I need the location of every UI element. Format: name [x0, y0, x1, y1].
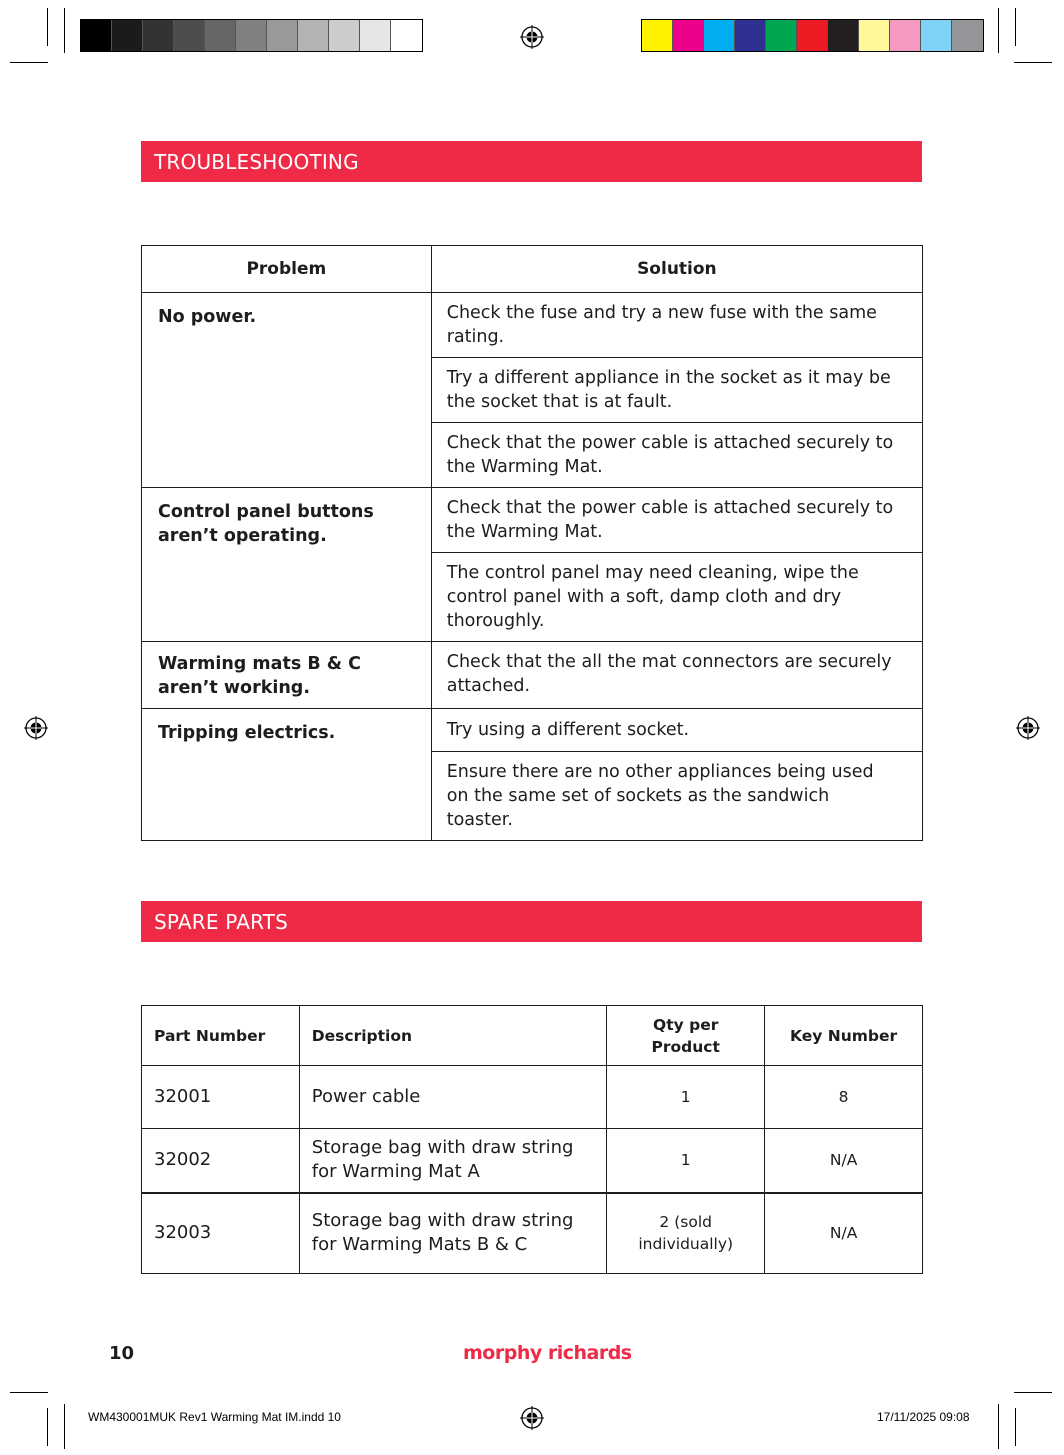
crop-mark	[47, 8, 48, 46]
problem-cell: Warming mats B & C aren’t working.	[142, 642, 432, 709]
troubleshooting-section-header	[141, 141, 922, 182]
table-row	[142, 642, 923, 709]
table-row	[142, 1066, 923, 1129]
color-swatch	[360, 20, 391, 51]
section-title: TROUBLESHOOTING	[154, 150, 359, 174]
color-swatch	[267, 20, 298, 51]
crop-mark	[1015, 8, 1016, 46]
solution-cell: Check the fuse and try a new fuse with the same rating.	[431, 293, 922, 358]
crop-mark	[64, 8, 65, 53]
key-number-cell: 8	[765, 1066, 923, 1129]
color-swatch	[952, 20, 983, 51]
description-cell: Storage bag with draw string for Warming Mat A	[299, 1129, 606, 1193]
color-swatch	[143, 20, 174, 51]
solution-cell: Ensure there are no other appliances being used on the same set of sockets as the sandwich toaster.	[431, 752, 922, 841]
solution-cell: The control panel may need cleaning, wipe the control panel with a soft, damp cloth and dry thoroughly.	[431, 553, 922, 642]
color-swatch	[859, 20, 890, 51]
column-header-key-number: Key Number	[765, 1006, 923, 1066]
column-header-solution: Solution	[431, 246, 922, 293]
crop-mark	[1014, 62, 1052, 63]
table-header-row	[142, 1006, 923, 1066]
color-swatch	[329, 20, 360, 51]
problem-cell: No power.	[142, 293, 432, 488]
color-swatch	[205, 20, 236, 51]
problem-cell: Tripping electrics.	[142, 709, 432, 841]
table-row	[142, 709, 923, 752]
crop-mark	[10, 1392, 48, 1393]
crop-mark	[998, 1404, 999, 1449]
crop-mark	[47, 1408, 48, 1446]
troubleshooting-table	[141, 245, 923, 841]
crop-mark	[998, 8, 999, 53]
column-header-part-number: Part Number	[142, 1006, 300, 1066]
table-row	[142, 1193, 923, 1274]
spare-parts-section-header	[141, 901, 922, 942]
section-title: SPARE PARTS	[154, 910, 289, 934]
print-slug-filename: WM430001MUK Rev1 Warming Mat IM.indd 10	[88, 1410, 341, 1424]
description-cell: Power cable	[299, 1066, 606, 1129]
solution-cell: Check that the all the mat connectors are securely attached.	[431, 642, 922, 709]
color-swatch	[766, 20, 797, 51]
print-slug-timestamp: 17/11/2025 09:08	[877, 1410, 970, 1424]
solution-cell: Check that the power cable is attached securely to the Warming Mat.	[431, 488, 922, 553]
color-swatch	[921, 20, 952, 51]
brand-logo: morphy richards	[463, 1342, 632, 1364]
registration-mark-icon	[24, 716, 48, 740]
solution-cell: Try using a different socket.	[431, 709, 922, 752]
color-swatch	[673, 20, 704, 51]
part-number-cell: 32003	[142, 1193, 300, 1274]
color-swatch	[704, 20, 735, 51]
qty-cell: 1	[607, 1066, 765, 1129]
qty-cell: 1	[607, 1129, 765, 1193]
registration-mark-icon	[520, 1406, 544, 1430]
crop-mark	[1015, 1408, 1016, 1446]
color-swatch	[298, 20, 329, 51]
color-swatch	[735, 20, 766, 51]
part-number-cell: 32001	[142, 1066, 300, 1129]
crop-mark	[1014, 1392, 1052, 1393]
table-header-row	[142, 246, 923, 293]
color-swatch	[828, 20, 859, 51]
grayscale-color-bar	[80, 19, 423, 52]
crop-mark	[10, 62, 48, 63]
solution-cell: Try a different appliance in the socket as it may be the socket that is at fault.	[431, 358, 922, 423]
description-cell: Storage bag with draw string for Warming Mats B & C	[299, 1193, 606, 1274]
key-number-cell: N/A	[765, 1129, 923, 1193]
color-swatch	[797, 20, 828, 51]
column-header-problem: Problem	[142, 246, 432, 293]
part-number-cell: 32002	[142, 1129, 300, 1193]
color-swatch	[391, 20, 422, 51]
qty-cell: 2 (sold individually)	[607, 1193, 765, 1274]
color-swatch	[174, 20, 205, 51]
column-header-description: Description	[299, 1006, 606, 1066]
registration-mark-icon	[520, 25, 544, 49]
problem-cell: Control panel buttons aren’t operating.	[142, 488, 432, 642]
color-swatch	[236, 20, 267, 51]
page-number: 10	[109, 1343, 135, 1364]
color-swatch	[642, 20, 673, 51]
spare-parts-table	[141, 1005, 923, 1274]
cmyk-color-bar	[641, 19, 984, 52]
color-swatch	[112, 20, 143, 51]
crop-mark	[64, 1404, 65, 1449]
color-swatch	[890, 20, 921, 51]
table-row	[142, 293, 923, 358]
solution-cell: Check that the power cable is attached securely to the Warming Mat.	[431, 423, 922, 488]
color-swatch	[81, 20, 112, 51]
column-header-qty: Qty per Product	[607, 1006, 765, 1066]
key-number-cell: N/A	[765, 1193, 923, 1274]
registration-mark-icon	[1016, 716, 1040, 740]
table-row	[142, 1129, 923, 1193]
table-row	[142, 488, 923, 553]
